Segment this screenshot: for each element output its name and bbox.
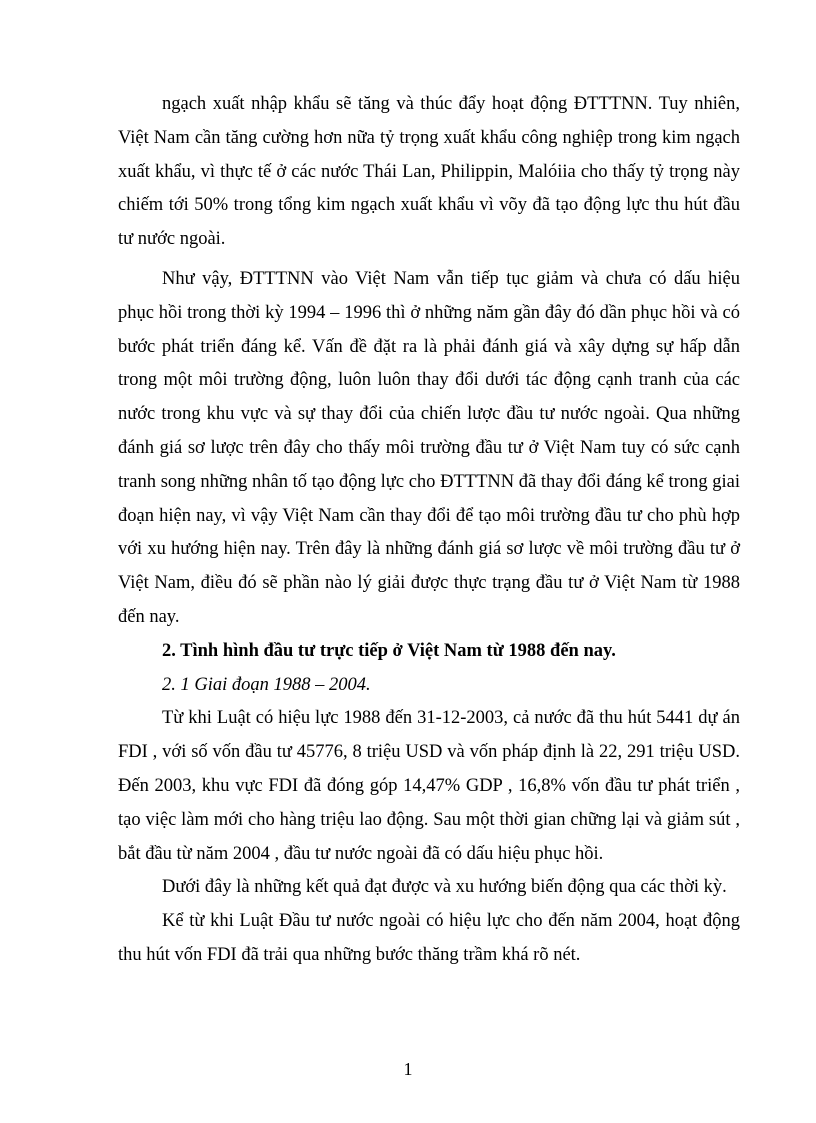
paragraph-fdi-results: Từ khi Luật có hiệu lực 1988 đến 31-12-2003, cả nước đã thu hút 5441 dự án FDI , với số vốn đầu tư 45776, 8 triệu USD và vốn pháp định là 22, 291 triệu USD. Đến 2003, khu vực FDI đã đóng góp 14,47% GDP , 16,8% vốn đầu tư phát triển , tạo việc làm mới cho hàng triệu lao động. Sau một thời gian chững lại và giảm sút , bắt đầu từ năm 2004 , đầu tư nước ngoài đã có dấu hiệu phục hồi. <box>118 708 740 864</box>
section-heading: 2. Tình hình đầu tư trực tiếp ở Việt Nam từ 1988 đến nay. <box>162 640 616 661</box>
paragraph-export-growth: ngạch xuất nhập khẩu sẽ tăng và thúc đẩy hoạt động ĐTTTNN. Tuy nhiên, Việt Nam cần tăng cường hơn nữa tỷ trọng xuất khẩu công nghiệp trong kim ngạch xuất khẩu, vì thực tế ở các nước Thái Lan, Philippin, Malóiia cho thấy tỷ trọng này chiếm tới 50% trong tổng kim ngạch xuất khẩu vì võy đã tạo động lực thu hút đầu tư nước ngoài. <box>118 94 740 250</box>
paragraph-fdi-history: Kể từ khi Luật Đầu tư nước ngoài có hiệu lực cho đến năm 2004, hoạt động thu hút vốn FDI đã trải qua những bước thăng trầm khá rõ nét. <box>118 911 740 965</box>
paragraph-trends-intro: Dưới đây là những kết quả đạt được và xu hướng biến động qua các thời kỳ. <box>162 877 727 898</box>
paragraph-investment-environment: Như vậy, ĐTTTNN vào Việt Nam vẫn tiếp tục giảm và chưa có dấu hiệu phục hồi trong thời kỳ 1994 – 1996 thì ở những năm gần đây đó dần phục hồi và có bước phát triển đáng kể. Vấn đề đặt ra là phải đánh giá và xây dựng sự hấp dẫn trong một môi trường động, luôn luôn thay đổi dưới tác động cạnh tranh của các nước trong khu vực và sự thay đổi của chiến lược đầu tư nước ngoài. Qua những đánh giá sơ lược trên đây cho thấy môi trường đầu tư ở Việt Nam tuy có sức cạnh tranh song những nhân tố tạo động lực cho ĐTTTNN đã thay đổi đáng kể trong giai đoạn hiện nay, vì vậy Việt Nam cần thay đổi để tạo môi trường đầu tư cho phù hợp với xu hướng hiện nay. Trên đây là những đánh giá sơ lược về môi trường đầu tư ở Việt Nam, điều đó sẽ phần nào lý giải được thực trạng đầu tư ở Việt Nam từ 1988 đến nay. <box>118 268 740 627</box>
page-body <box>118 88 740 973</box>
subsection-heading: 2. 1 Giai đoạn 1988 – 2004. <box>162 674 371 695</box>
page-number: 1 <box>403 1059 413 1079</box>
